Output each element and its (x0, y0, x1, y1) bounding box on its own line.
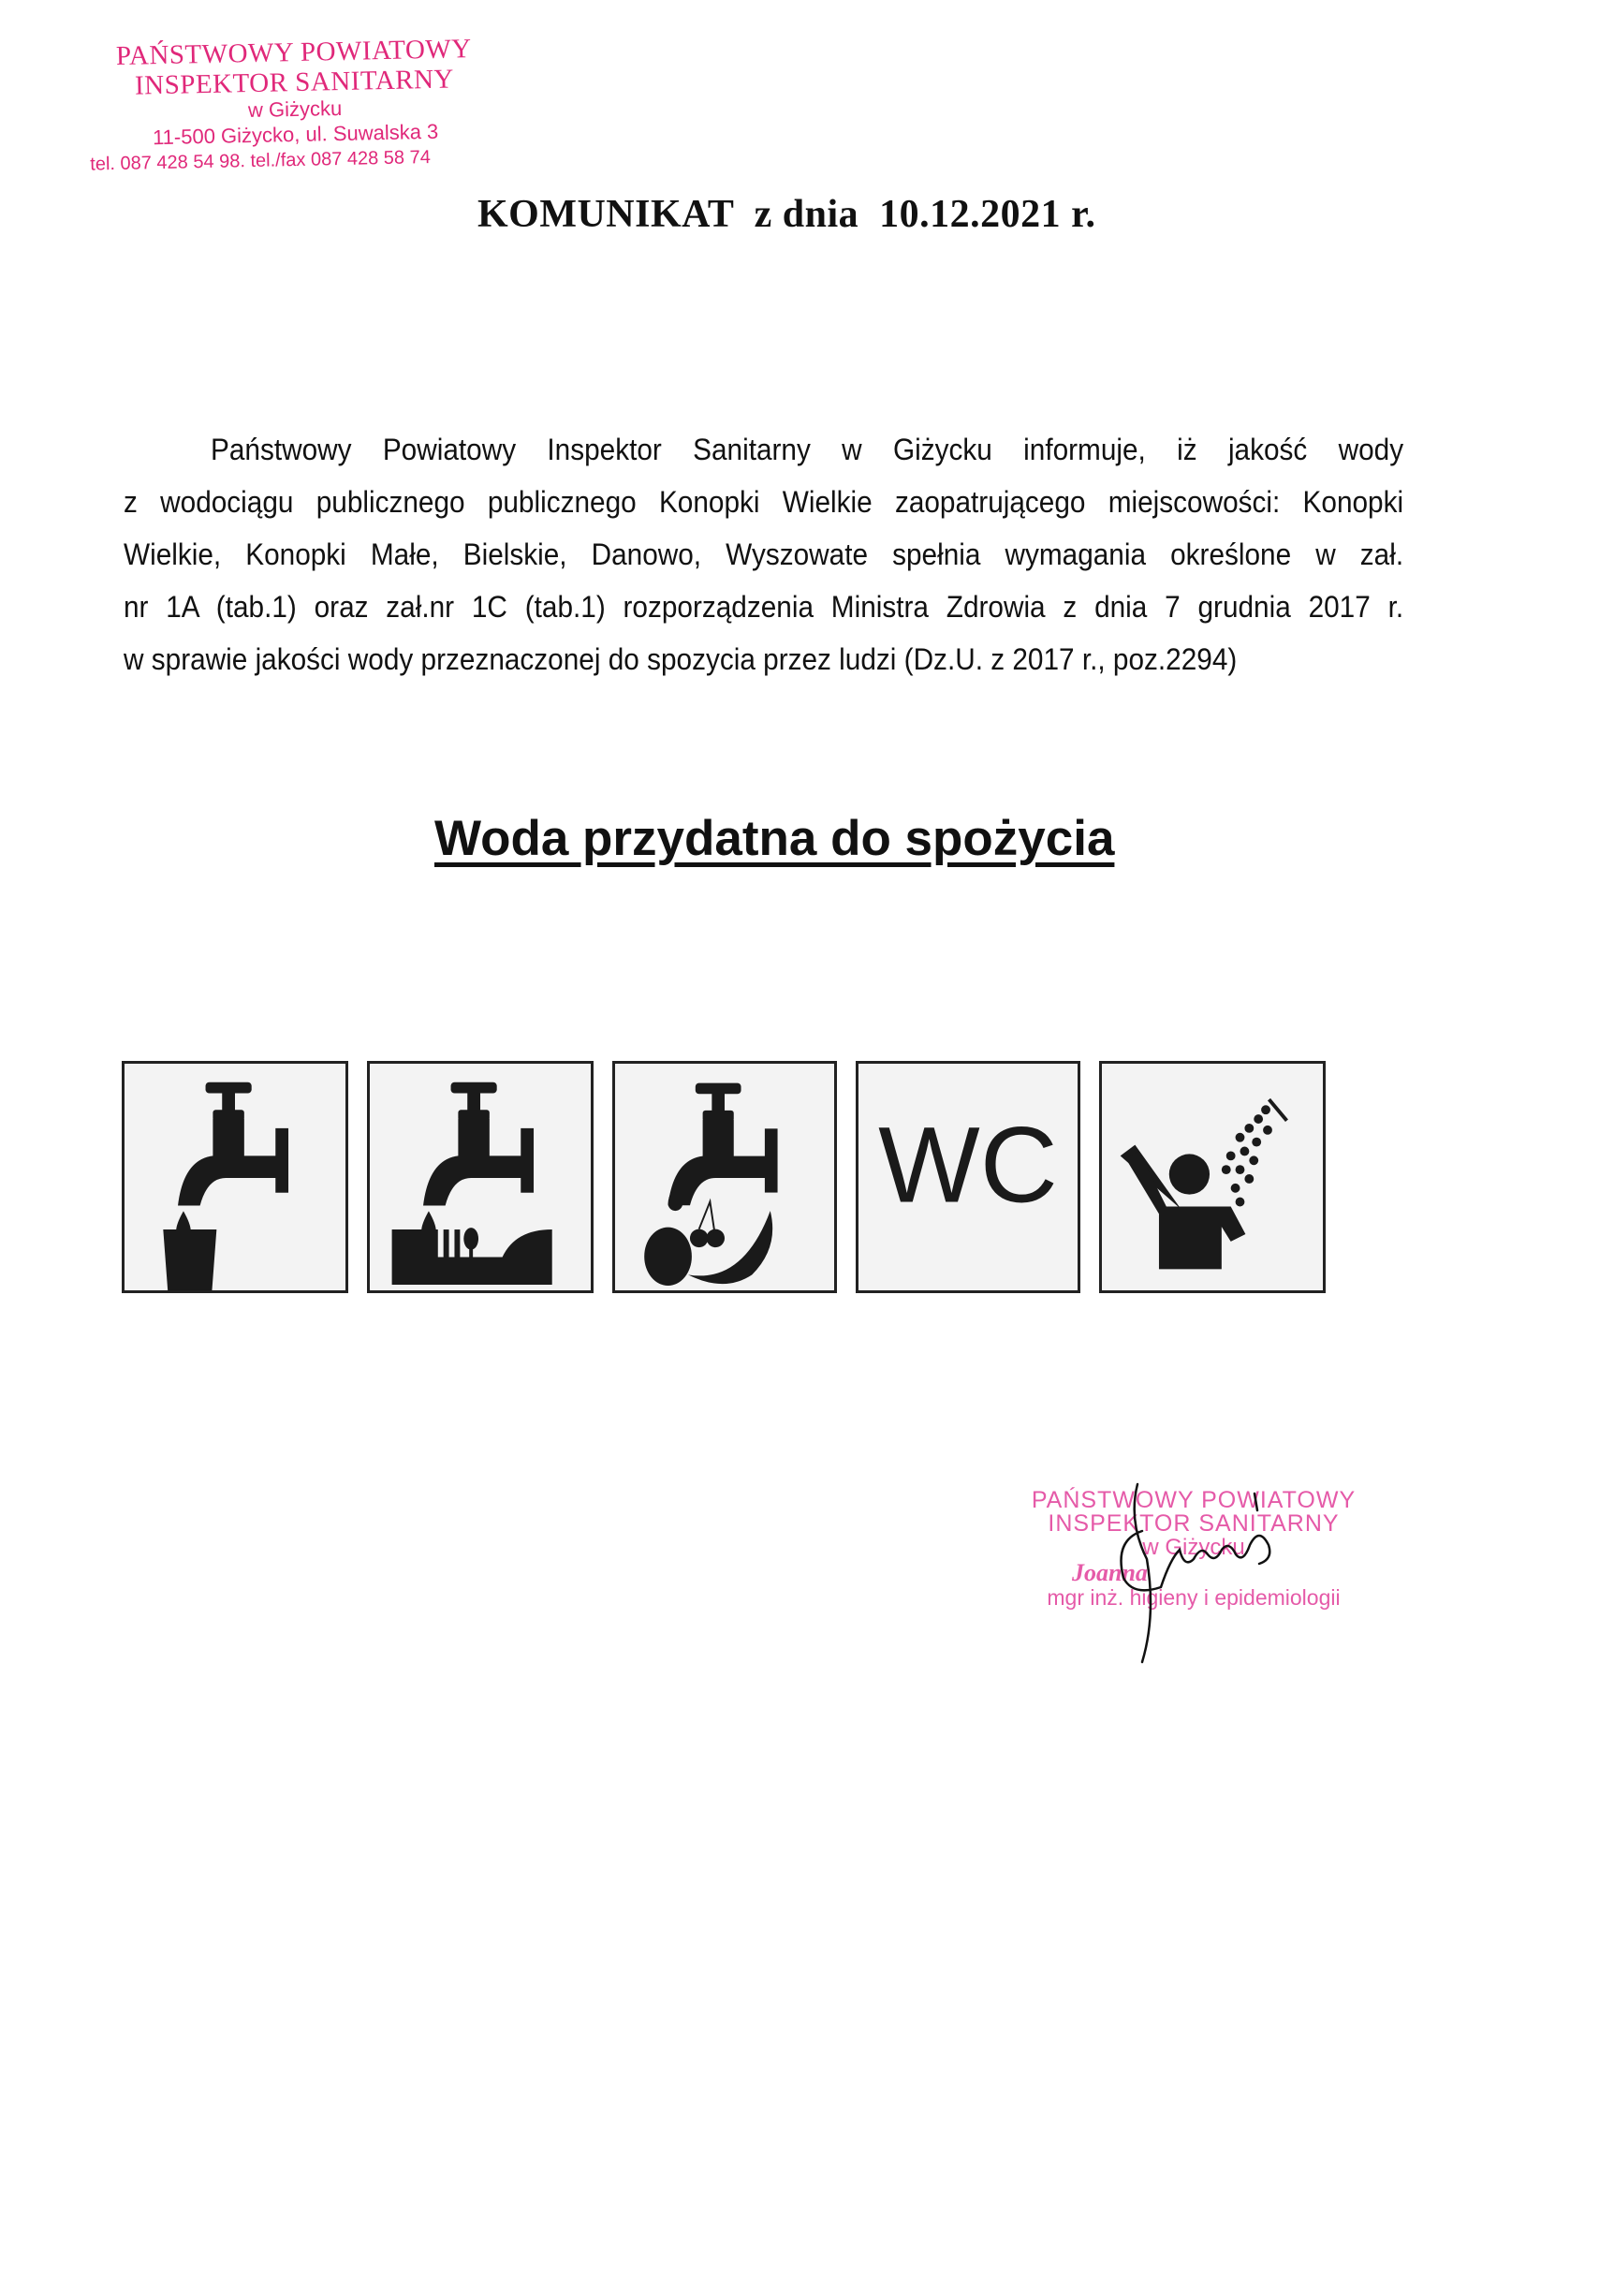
stamp-line-address: 11-500 Giżycko, ul. Suwalska 3 (152, 119, 439, 150)
stamp-line-name: Joanna (1072, 1559, 1148, 1586)
body-line: Wielkie, Konopki Małe, Bielskie, Danowo, Wyszowate spełnia wymagania określone w zał. (124, 537, 1404, 571)
tap-fruit-washing-icon (612, 1061, 837, 1293)
tap-drinking-glass-icon (122, 1061, 348, 1293)
body-line: w sprawie jakości wody przeznaczonej do spozycia przez ludzi (Dz.U. z 2017 r., poz.2294) (124, 642, 1238, 676)
stamp-line-inspector: INSPEKTOR SANITARNY (1048, 1510, 1340, 1537)
tap-dishes-icon (367, 1061, 594, 1293)
usage-icons (122, 1061, 1326, 1293)
document-title: KOMUNIKAT z dnia 10.12.2021 r. (477, 193, 1096, 236)
stamp-line-city: w Giżycku (247, 96, 343, 123)
stamp-line-inspector: INSPEKTOR SANITARNY (134, 64, 455, 101)
body-line: Państwowy Powiatowy Inspektor Sanitarny w Giżycku informuje, iż jakość wody (211, 433, 1404, 466)
stamp-line-phone: tel. 087 428 54 98. tel./fax 087 428 58 74 (90, 146, 432, 175)
header-stamp (88, 33, 503, 176)
stamp-line-institution: PAŃSTWOWY POWIATOWY (1031, 1487, 1357, 1513)
headline-water-fit: Woda przydatna do spożycia (434, 811, 1115, 866)
body-line: nr 1A (tab.1) oraz zał.nr 1C (tab.1) rozporządzenia Ministra Zdrowia z dnia 7 grudnia 2017 r. (124, 590, 1404, 624)
stamp-line-title: mgr inż. higieny i epidemiologii (1047, 1585, 1341, 1610)
svg-text:WC: WC (878, 1105, 1058, 1226)
body-line: z wodociągu publicznego publicznego Konopki Wielkie zaopatrującego miejscowości: Konopki (124, 485, 1404, 519)
stamp-line-institution: PAŃSTWOWY POWIATOWY (115, 34, 473, 71)
stamp-line-city: w Giżycku (1142, 1535, 1245, 1560)
shower-icon (1099, 1061, 1326, 1293)
body-paragraph (124, 423, 1403, 685)
handwritten-signature (1100, 1475, 1343, 1671)
wc-icon (856, 1061, 1080, 1293)
